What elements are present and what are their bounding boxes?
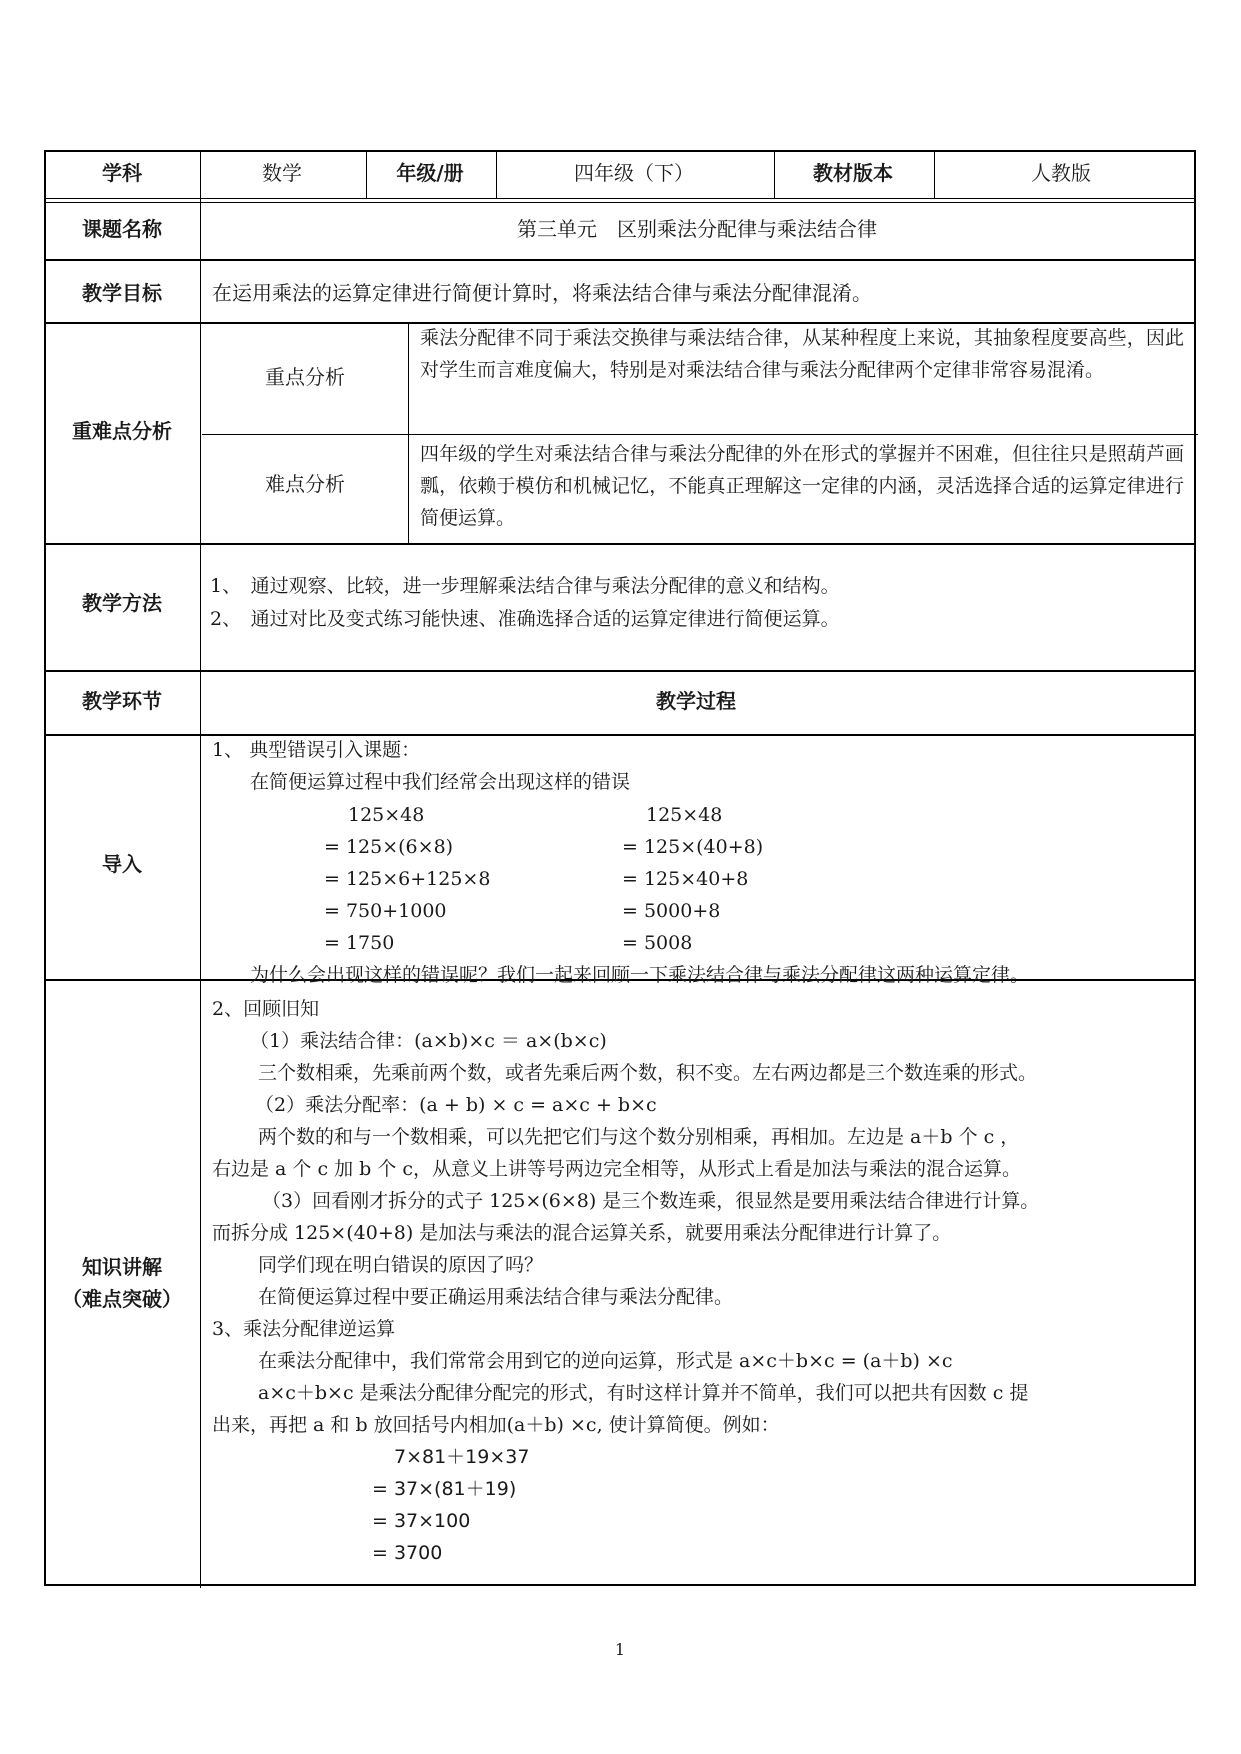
process-label: 教学过程 — [656, 689, 736, 713]
subject-label: 学科 — [102, 161, 142, 185]
knowledge-line: 在乘法分配律中，我们常常会用到它的逆向运算，形式是 a×c＋b×c = (a＋b) ×c — [258, 1350, 953, 1372]
row-divider — [46, 543, 1194, 545]
key-point-text: 乘法分配律不同于乘法交换律与乘法结合律，从某种程度上来说，其抽象程度要高些，因此对学生而言难度偏大，特别是对乘法结合律与乘法分配律两个定律非常容易混淆。 — [420, 327, 1184, 381]
row-divider — [202, 434, 1198, 435]
row-divider — [46, 734, 1194, 736]
topic-value: 第三单元 区别乘法分配律与乘法结合律 — [517, 217, 877, 241]
right-step: = 5008 — [622, 932, 693, 954]
page-number: 1 — [614, 1640, 626, 1659]
row-divider — [46, 198, 1194, 203]
subject-value: 数学 — [262, 161, 302, 185]
column-divider — [934, 152, 935, 198]
process-stage-label: 教学环节 — [82, 689, 162, 713]
analysis-label: 重难点分析 — [72, 419, 172, 443]
knowledge-line: 出来，再把 a 和 b 放回括号内相加(a＋b) ×c, 使计算简便。例如： — [212, 1414, 780, 1436]
knowledge-line: 两个数的和与一个数相乘，可以先把它们与这个数分别相乘，再相加。左边是 a＋b 个 c ， — [258, 1126, 1020, 1148]
method-item: 1、 通过观察、比较，进一步理解乘法结合律与乘法分配律的意义和结构。 — [210, 575, 840, 597]
intro-label: 导入 — [102, 852, 142, 876]
knowledge-line: （3）回看刚才拆分的式子 125×(6×8) 是三个数连乘，很显然是要用乘法结合律进行计算。 — [262, 1190, 1040, 1212]
right-step: = 125×40+8 — [622, 868, 749, 890]
knowledge-line: 右边是 a 个 c 加 b 个 c，从意义上讲等号两边完全相等，从形式上看是加法与乘法的混合运算。 — [212, 1158, 1022, 1180]
row-divider — [46, 259, 1194, 261]
goal-value: 在运用乘法的运算定律进行简便计算时，将乘法结合律与乘法分配律混淆。 — [212, 281, 872, 305]
intro-question: 为什么会出现这样的错误呢？我们一起来回顾一下乘法结合律与乘法分配律这两种运算定律。 — [250, 964, 1030, 986]
method-item: 2、 通过对比及变式练习能快速、准确选择合适的运算定律进行简便运算。 — [210, 608, 840, 630]
right-step: 125×48 — [646, 804, 723, 826]
left-step: = 125×(6×8) — [324, 836, 454, 858]
column-divider — [200, 152, 201, 1588]
left-step: = 125×6+125×8 — [324, 868, 491, 890]
column-divider — [774, 152, 775, 198]
intro-title: 1、 典型错误引入课题： — [212, 739, 421, 761]
edition-value: 人教版 — [1031, 161, 1091, 185]
knowledge-line: 三个数相乘，先乘前两个数，或者先乘后两个数，积不变。左右两边都是三个数连乘的形式。 — [258, 1062, 1038, 1084]
knowledge-line: 3、乘法分配律逆运算 — [212, 1318, 396, 1340]
right-step: = 5000+8 — [622, 900, 721, 922]
left-step: 125×48 — [348, 804, 425, 826]
example-step: = 3700 — [372, 1542, 443, 1564]
key-point-label: 重点分析 — [265, 365, 345, 389]
column-divider — [496, 152, 497, 198]
knowledge-sublabel: （难点突破） — [62, 1287, 182, 1311]
knowledge-line: a×c＋b×c 是乘法分配律分配完的形式，有时这样计算并不简单，我们可以把共有因数 c 提 — [258, 1382, 1029, 1404]
left-step: = 1750 — [324, 932, 395, 954]
row-divider — [46, 670, 1194, 672]
knowledge-line: （2）乘法分配率：(a + b) × c = a×c + b×c — [255, 1094, 657, 1116]
column-divider — [366, 152, 367, 198]
right-step: = 125×(40+8) — [622, 836, 764, 858]
column-divider — [408, 322, 409, 543]
example-step: = 37×(81＋19) — [372, 1478, 517, 1500]
difficult-point-text: 四年级的学生对乘法结合律与乘法分配律的外在形式的掌握并不困难，但往往只是照葫芦画瓢，依赖于模仿和机械记忆，不能真正理解这一定律的内涵，灵活选择合适的运算定律进行简便运算。 — [420, 443, 1184, 529]
knowledge-line: 在简便运算过程中要正确运用乘法结合律与乘法分配律。 — [258, 1286, 734, 1308]
intro-lead: 在简便运算过程中我们经常会出现这样的错误 — [250, 771, 631, 793]
edition-label: 教材版本 — [813, 161, 893, 185]
grade-value: 四年级（下） — [574, 161, 694, 185]
knowledge-line: 而拆分成 125×(40+8) 是加法与乘法的混合运算关系，就要用乘法分配律进行计算了。 — [212, 1222, 952, 1244]
example-step: = 37×100 — [372, 1510, 471, 1532]
knowledge-line: 同学们现在明白错误的原因了吗？ — [258, 1254, 544, 1276]
knowledge-label: 知识讲解 — [82, 1255, 162, 1279]
method-label: 教学方法 — [82, 591, 162, 615]
goal-label: 教学目标 — [82, 281, 162, 305]
grade-label: 年级/册 — [396, 161, 464, 185]
knowledge-line: （1）乘法结合律：(a×b)×c ＝ a×(b×c) — [250, 1030, 607, 1052]
topic-label: 课题名称 — [82, 217, 162, 241]
example-step: 7×81＋19×37 — [394, 1446, 530, 1468]
knowledge-line: 2、回顾旧知 — [212, 998, 320, 1020]
left-step: = 750+1000 — [324, 900, 447, 922]
difficult-point-label: 难点分析 — [265, 472, 345, 496]
